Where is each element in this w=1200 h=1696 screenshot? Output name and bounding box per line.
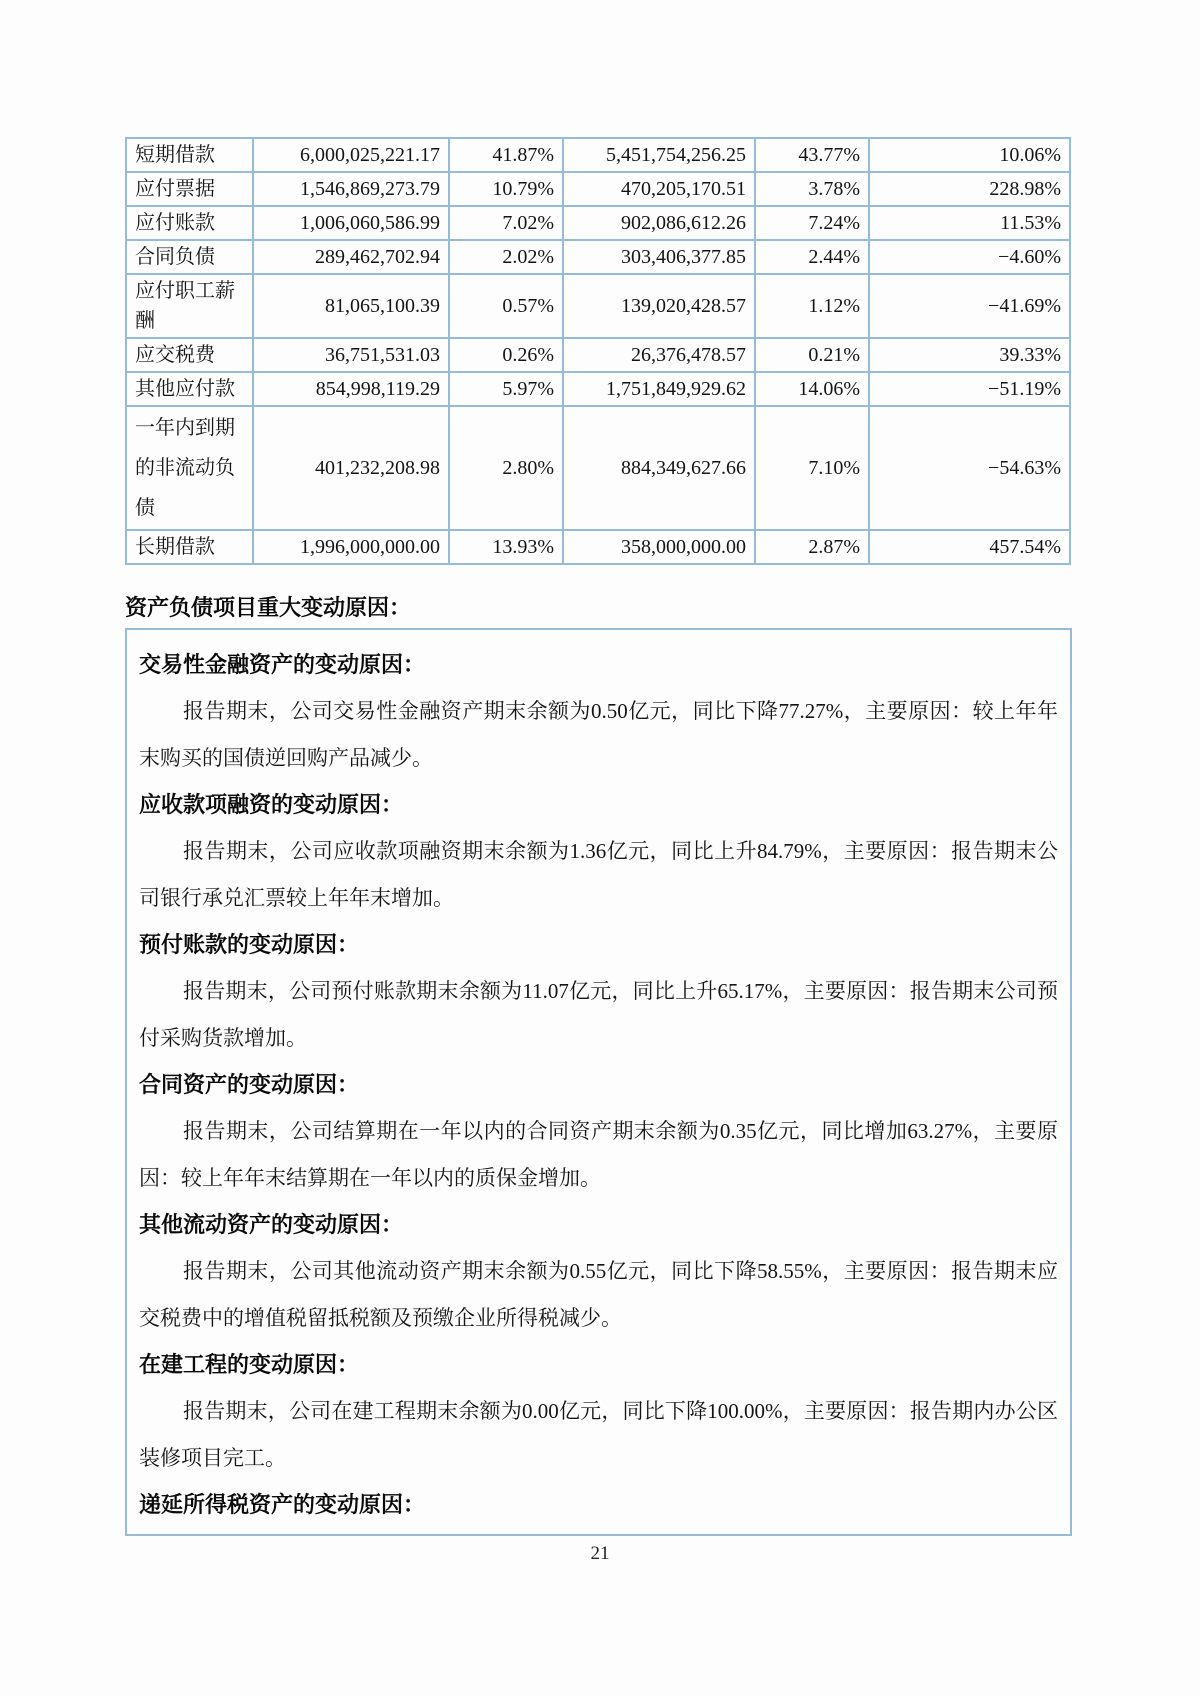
pct-begin-cell: 2.44% <box>755 240 869 274</box>
pct-end-cell: 2.02% <box>449 240 563 274</box>
item-cell: 短期借款 <box>126 138 253 172</box>
pct-end-cell: 0.57% <box>449 274 563 338</box>
change-cell: 457.54% <box>869 530 1070 564</box>
table-row <box>126 372 1070 406</box>
amount-begin-cell: 26,376,478.57 <box>563 338 755 372</box>
reason-title: 递延所得税资产的变动原因： <box>139 1492 426 1517</box>
item-cell: 应交税费 <box>126 338 253 372</box>
reason-title: 应收款项融资的变动原因： <box>139 792 404 817</box>
balance-sheet-table <box>125 137 1071 565</box>
reason-body: 报告期末，公司其他流动资产期末余额为0.55亿元，同比下降58.55%，主要原因：报告期末应交税费中的增值税留抵税额及预缴企业所得税减少。 <box>139 1259 1058 1330</box>
amount-end-cell: 36,751,531.03 <box>253 338 449 372</box>
pct-end-cell: 5.97% <box>449 372 563 406</box>
reasons-box <box>125 628 1072 1536</box>
amount-begin-cell: 1,751,849,929.62 <box>563 372 755 406</box>
pct-begin-cell: 0.21% <box>755 338 869 372</box>
table-row <box>126 206 1070 240</box>
reason-body: 报告期末，公司预付账款期末余额为11.07亿元，同比上升65.17%，主要原因：报告期末公司预付采购货款增加。 <box>139 979 1058 1050</box>
amount-end-cell: 6,000,025,221.17 <box>253 138 449 172</box>
reason-title: 合同资产的变动原因： <box>139 1072 360 1097</box>
amount-end-cell: 1,006,060,586.99 <box>253 206 449 240</box>
section-heading: 资产负债项目重大变动原因： <box>125 595 412 620</box>
item-cell: 长期借款 <box>126 530 253 564</box>
amount-end-cell: 289,462,702.94 <box>253 240 449 274</box>
pct-end-cell: 0.26% <box>449 338 563 372</box>
table-row <box>126 240 1070 274</box>
pct-begin-cell: 2.87% <box>755 530 869 564</box>
amount-begin-cell: 470,205,170.51 <box>563 172 755 206</box>
reason-title: 预付账款的变动原因： <box>139 932 360 957</box>
amount-begin-cell: 303,406,377.85 <box>563 240 755 274</box>
item-cell: 应付票据 <box>126 172 253 206</box>
reason-section <box>139 1342 1058 1482</box>
reason-section <box>139 1482 1058 1528</box>
pct-begin-cell: 14.06% <box>755 372 869 406</box>
reason-section <box>139 1062 1058 1202</box>
reason-title: 交易性金融资产的变动原因： <box>139 652 426 677</box>
change-cell: 11.53% <box>869 206 1070 240</box>
change-cell: −41.69% <box>869 274 1070 338</box>
table-row <box>126 138 1070 172</box>
reason-body: 报告期末，公司结算期在一年以内的合同资产期末余额为0.35亿元，同比增加63.27%，主要原因：较上年年末结算期在一年以内的质保金增加。 <box>139 1119 1058 1190</box>
amount-begin-cell: 139,020,428.57 <box>563 274 755 338</box>
balance-sheet-table-wrap <box>125 137 1069 565</box>
pct-end-cell: 10.79% <box>449 172 563 206</box>
amount-begin-cell: 902,086,612.26 <box>563 206 755 240</box>
change-cell: −4.60% <box>869 240 1070 274</box>
reason-section <box>139 922 1058 1062</box>
amount-begin-cell: 884,349,627.66 <box>563 406 755 530</box>
item-cell: 合同负债 <box>126 240 253 274</box>
reason-title: 在建工程的变动原因： <box>139 1352 360 1377</box>
page-number: 21 <box>590 1543 610 1564</box>
pct-begin-cell: 7.10% <box>755 406 869 530</box>
pct-begin-cell: 43.77% <box>755 138 869 172</box>
reason-body: 报告期末，公司应收款项融资期末余额为1.36亿元，同比上升84.79%，主要原因：报告期末公司银行承兑汇票较上年年末增加。 <box>139 839 1058 910</box>
reason-title: 其他流动资产的变动原因： <box>139 1212 404 1237</box>
change-cell: 39.33% <box>869 338 1070 372</box>
amount-end-cell: 854,998,119.29 <box>253 372 449 406</box>
pct-end-cell: 2.80% <box>449 406 563 530</box>
reason-body: 报告期末，公司在建工程期末余额为0.00亿元，同比下降100.00%，主要原因：报告期内办公区装修项目完工。 <box>139 1399 1058 1470</box>
change-cell: −54.63% <box>869 406 1070 530</box>
reason-section <box>139 782 1058 922</box>
amount-begin-cell: 358,000,000.00 <box>563 530 755 564</box>
pct-end-cell: 41.87% <box>449 138 563 172</box>
table-row <box>126 530 1070 564</box>
table-row <box>126 274 1070 338</box>
change-cell: 10.06% <box>869 138 1070 172</box>
amount-begin-cell: 5,451,754,256.25 <box>563 138 755 172</box>
item-cell: 应付账款 <box>126 206 253 240</box>
pct-begin-cell: 3.78% <box>755 172 869 206</box>
amount-end-cell: 81,065,100.39 <box>253 274 449 338</box>
reason-section <box>139 1202 1058 1342</box>
amount-end-cell: 1,996,000,000.00 <box>253 530 449 564</box>
item-cell: 一年内到期的非流动负债 <box>126 406 253 530</box>
amount-end-cell: 401,232,208.98 <box>253 406 449 530</box>
amount-end-cell: 1,546,869,273.79 <box>253 172 449 206</box>
item-cell: 其他应付款 <box>126 372 253 406</box>
reason-section <box>139 642 1058 782</box>
table-row <box>126 406 1070 530</box>
change-cell: 228.98% <box>869 172 1070 206</box>
change-cell: −51.19% <box>869 372 1070 406</box>
item-cell: 应付职工薪酬 <box>126 274 253 338</box>
pct-begin-cell: 7.24% <box>755 206 869 240</box>
pct-end-cell: 7.02% <box>449 206 563 240</box>
table-row <box>126 338 1070 372</box>
pct-end-cell: 13.93% <box>449 530 563 564</box>
table-row <box>126 172 1070 206</box>
pct-begin-cell: 1.12% <box>755 274 869 338</box>
reason-body: 报告期末，公司交易性金融资产期末余额为0.50亿元，同比下降77.27%，主要原因：较上年年末购买的国债逆回购产品减少。 <box>139 699 1058 770</box>
